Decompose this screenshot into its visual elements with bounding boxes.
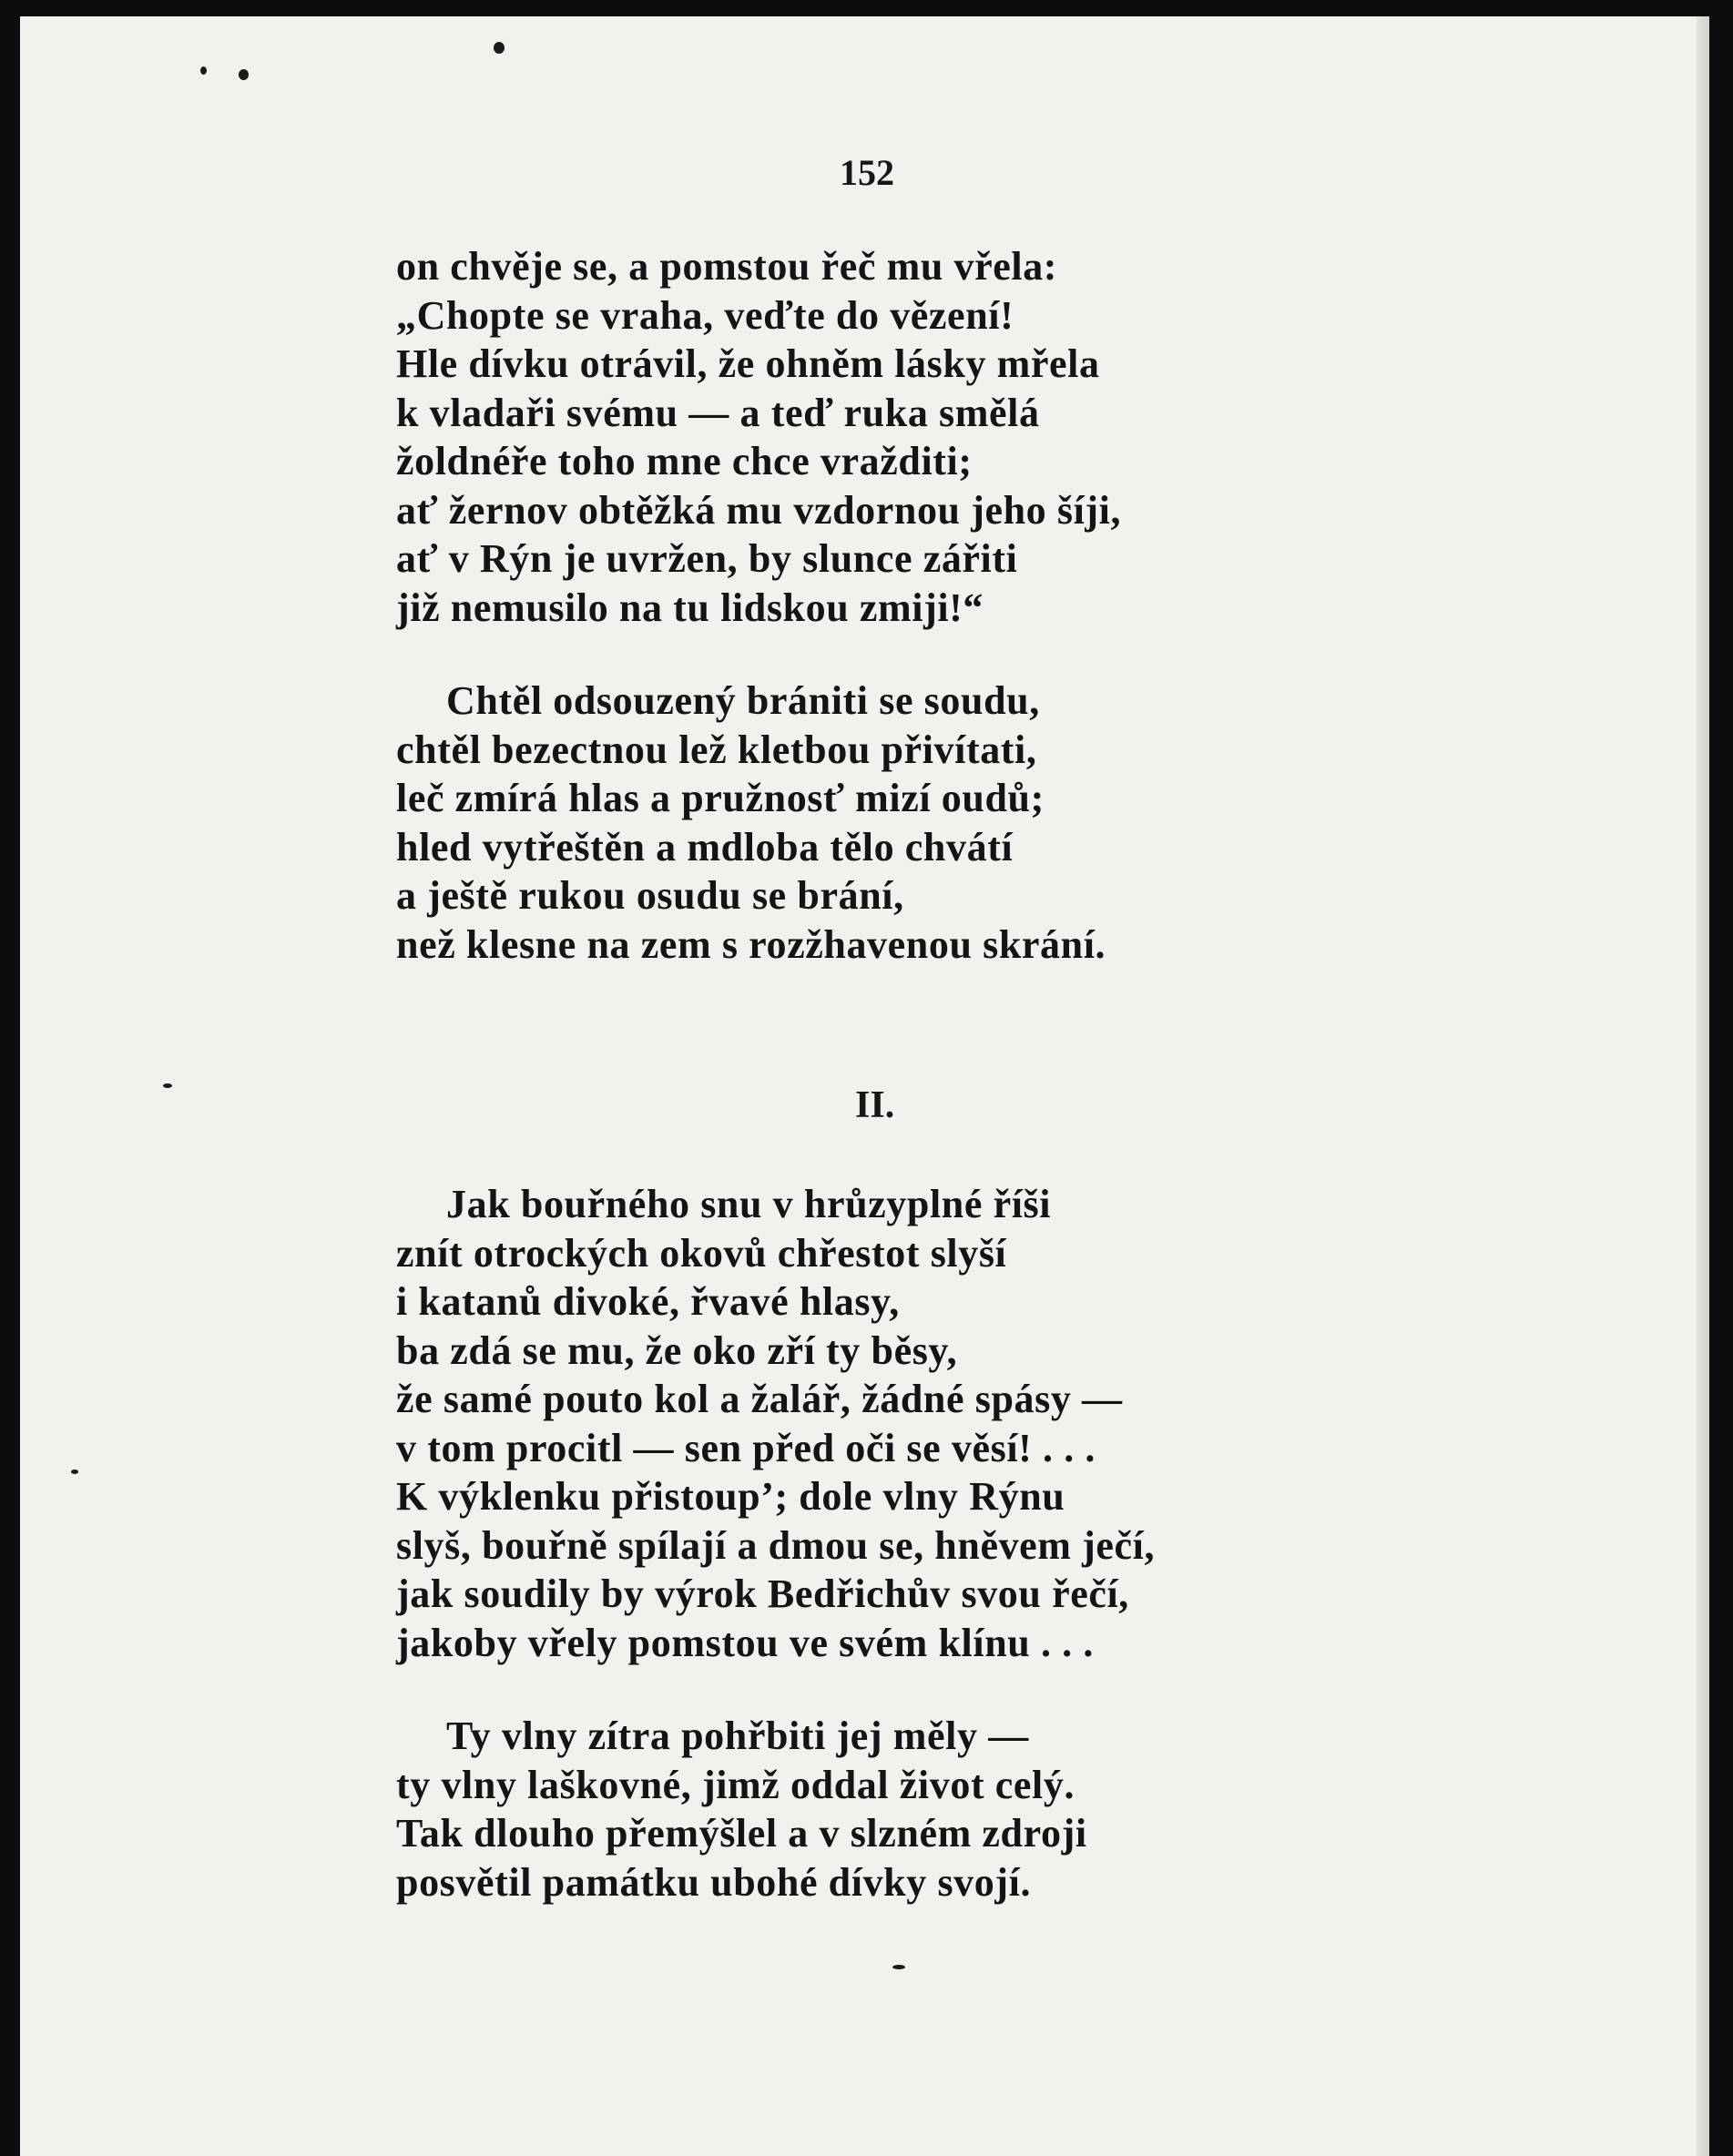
verse-line: posvětil památku ubohé dívky svojí. bbox=[396, 1859, 1032, 1905]
verse-line: slyš, bouřně spílají a dmou se, hněvem ječí, bbox=[396, 1522, 1156, 1568]
verse-line: Ty vlny zítra pohřbiti jej měly — bbox=[446, 1714, 1029, 1758]
section-heading: II. bbox=[855, 1084, 895, 1126]
verse-line: ba zdá se mu, že oko zří ty běsy, bbox=[396, 1327, 958, 1373]
verse-line: jakoby vřely pomstou ve svém klínu . . . bbox=[396, 1620, 1094, 1665]
stanza-1 bbox=[396, 242, 1121, 632]
verse-line: i katanů divoké, řvavé hlasy, bbox=[396, 1279, 900, 1324]
verse-line: K výklenku přistoup’; dole vlny Rýnu bbox=[396, 1474, 1065, 1519]
verse-line: než klesne na zem s rozžhavenou skrání. bbox=[396, 921, 1106, 967]
verse-line: a ještě rukou osudu se brání, bbox=[396, 873, 904, 918]
verse-line: ať v Rýn je uvržen, by slunce zářiti bbox=[396, 536, 1018, 581]
page-edge-shadow bbox=[1697, 16, 1709, 2156]
verse-line: leč zmírá hlas a pružnosť mizí oudů; bbox=[396, 776, 1045, 820]
stanza-4 bbox=[396, 1712, 1087, 1907]
verse-line: v tom procitl — sen před oči se věsí! . . . bbox=[396, 1425, 1096, 1470]
page-number: 152 bbox=[840, 152, 894, 193]
verse-line: Hle dívku otrávil, že ohněm lásky mřela bbox=[396, 341, 1100, 386]
verse-line: již nemusilo na tu lidskou zmiji!“ bbox=[396, 585, 984, 630]
verse-line: Tak dlouho přemýšlel a v slzném zdroji bbox=[396, 1811, 1087, 1856]
ink-speck bbox=[892, 1965, 905, 1969]
verse-line: žoldnéře toho mne chce vražditi; bbox=[396, 439, 973, 483]
verse-line: Chtěl odsouzený brániti se soudu, bbox=[446, 678, 1040, 723]
ink-speck bbox=[71, 1470, 78, 1474]
verse-line: hled vytřeštěn a mdloba tělo chvátí bbox=[396, 824, 1014, 870]
verse-line: že samé pouto kol a žalář, žádné spásy — bbox=[396, 1377, 1123, 1421]
verse-line: k vladaři svému — a teď ruka smělá bbox=[396, 390, 1040, 435]
ink-speck bbox=[163, 1083, 172, 1088]
verse-line: znít otrockých okovů chřestot slyší bbox=[396, 1230, 1007, 1276]
ink-speck bbox=[200, 66, 207, 75]
verse-line: „Chopte se vraha, veďte do vězení! bbox=[396, 292, 1014, 338]
ink-speck bbox=[239, 69, 249, 80]
verse-line: jak soudily by výrok Bedřichův svou řečí, bbox=[396, 1571, 1129, 1616]
verse-line: chtěl bezectnou lež kletbou přivítati, bbox=[396, 727, 1037, 772]
verse-line: on chvěje se, a pomstou řeč mu vřela: bbox=[396, 244, 1058, 289]
verse-line: Jak bouřného snu v hrůzyplné říši bbox=[446, 1182, 1052, 1226]
ink-speck bbox=[494, 42, 505, 54]
stanza-2 bbox=[396, 676, 1106, 969]
verse-line: ty vlny laškovné, jimž oddal život celý. bbox=[396, 1762, 1075, 1807]
scanned-page bbox=[20, 16, 1709, 2156]
verse-line: ať žernov obtěžká mu vzdornou jeho šíji, bbox=[396, 487, 1122, 533]
stanza-3 bbox=[396, 1180, 1155, 1667]
